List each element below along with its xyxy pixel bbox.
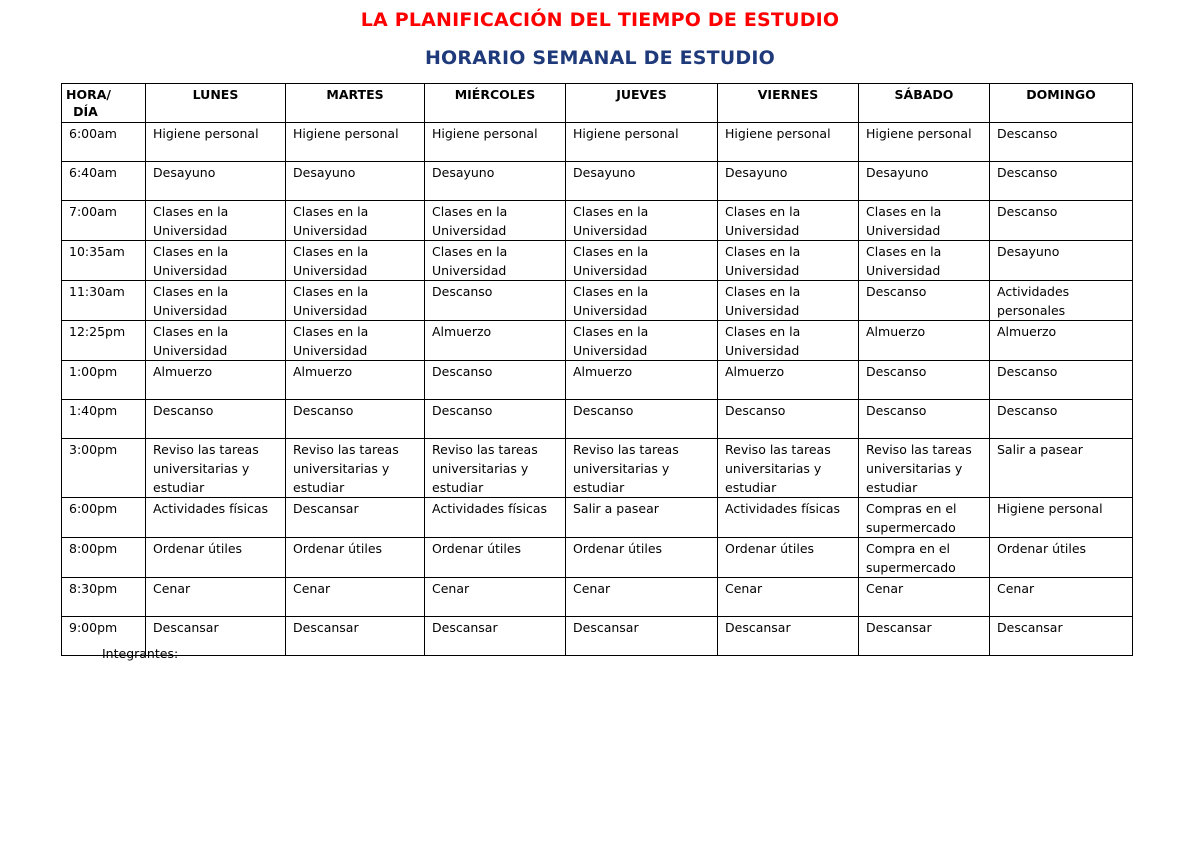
column-header-lunes: LUNES (146, 84, 286, 123)
activity-cell: Descanso (425, 361, 566, 400)
activity-cell: Cenar (990, 578, 1133, 617)
activity-cell: Almuerzo (425, 321, 566, 361)
activity-cell: Reviso las tareas universitarias y estudiar (718, 439, 859, 498)
activity-cell: Clases en la Universidad (146, 201, 286, 241)
activity-cell: Ordenar útiles (718, 538, 859, 578)
activity-cell: Clases en la Universidad (718, 201, 859, 241)
column-header-hour-day: HORA/ DÍA (62, 84, 146, 123)
table-header-row (62, 84, 1133, 123)
table-row (62, 241, 1133, 281)
document-title: LA PLANIFICACIÓN DEL TIEMPO DE ESTUDIO (360, 9, 840, 31)
time-cell: 7:00am (62, 201, 146, 241)
activity-cell: Cenar (286, 578, 425, 617)
time-cell: 9:00pm (62, 617, 146, 656)
activity-cell: Descanso (425, 281, 566, 321)
activity-cell: Reviso las tareas universitarias y estudiar (859, 439, 990, 498)
table-row (62, 617, 1133, 656)
activity-cell: Actividades físicas (146, 498, 286, 538)
activity-cell: Actividades físicas (718, 498, 859, 538)
time-cell: 6:40am (62, 162, 146, 201)
activity-cell: Clases en la Universidad (425, 241, 566, 281)
schedule-subtitle: HORARIO SEMANAL DE ESTUDIO (424, 47, 776, 69)
table-row (62, 439, 1133, 498)
activity-cell: Reviso las tareas universitarias y estudiar (425, 439, 566, 498)
activity-cell: Cenar (859, 578, 990, 617)
activity-cell: Desayuno (566, 162, 718, 201)
table-row (62, 123, 1133, 162)
activity-cell: Clases en la Universidad (286, 201, 425, 241)
activity-cell: Descanso (859, 281, 990, 321)
activity-cell: Clases en la Universidad (718, 281, 859, 321)
activity-cell: Desayuno (990, 241, 1133, 281)
time-cell: 11:30am (62, 281, 146, 321)
table-row (62, 538, 1133, 578)
activity-cell: Descanso (425, 400, 566, 439)
activity-cell: Descanso (146, 400, 286, 439)
activity-cell: Actividades físicas (425, 498, 566, 538)
table-row (62, 321, 1133, 361)
time-cell: 6:00am (62, 123, 146, 162)
activity-cell: Clases en la Universidad (146, 241, 286, 281)
activity-cell: Descanso (859, 361, 990, 400)
activity-cell: Descansar (566, 617, 718, 656)
time-cell: 1:00pm (62, 361, 146, 400)
activity-cell: Reviso las tareas universitarias y estudiar (146, 439, 286, 498)
table-row (62, 201, 1133, 241)
table-row (62, 361, 1133, 400)
activity-cell: Descansar (425, 617, 566, 656)
activity-cell: Almuerzo (286, 361, 425, 400)
column-header-jueves: JUEVES (566, 84, 718, 123)
activity-cell: Clases en la Universidad (566, 241, 718, 281)
activity-cell: Descansar (859, 617, 990, 656)
table-row (62, 578, 1133, 617)
activity-cell: Salir a pasear (566, 498, 718, 538)
activity-cell: Higiene personal (718, 123, 859, 162)
activity-cell: Almuerzo (859, 321, 990, 361)
activity-cell: Higiene personal (859, 123, 990, 162)
activity-cell: Clases en la Universidad (566, 321, 718, 361)
activity-cell: Desayuno (718, 162, 859, 201)
activity-cell: Reviso las tareas universitarias y estudiar (286, 439, 425, 498)
activity-cell: Descansar (718, 617, 859, 656)
time-cell: 8:30pm (62, 578, 146, 617)
time-cell: 1:40pm (62, 400, 146, 439)
column-header-viernes: VIERNES (718, 84, 859, 123)
activity-cell: Descansar (990, 617, 1133, 656)
activity-cell: Cenar (146, 578, 286, 617)
activity-cell: Almuerzo (718, 361, 859, 400)
activity-cell: Descansar (286, 498, 425, 538)
table-row (62, 281, 1133, 321)
activity-cell: Descanso (990, 123, 1133, 162)
activity-cell: Cenar (425, 578, 566, 617)
time-cell: 6:00pm (62, 498, 146, 538)
activity-cell: Ordenar útiles (990, 538, 1133, 578)
table-row (62, 498, 1133, 538)
activity-cell: Clases en la Universidad (859, 201, 990, 241)
activity-cell: Descanso (990, 400, 1133, 439)
activity-cell: Descanso (566, 400, 718, 439)
column-header-sabado: SÁBADO (859, 84, 990, 123)
activity-cell: Clases en la Universidad (566, 201, 718, 241)
activity-cell: Descanso (859, 400, 990, 439)
activity-cell: Ordenar útiles (566, 538, 718, 578)
time-cell: 10:35am (62, 241, 146, 281)
weekly-schedule-table (61, 83, 1133, 656)
activity-cell: Clases en la Universidad (566, 281, 718, 321)
activity-cell: Reviso las tareas universitarias y estudiar (566, 439, 718, 498)
activity-cell: Compras en el supermercado (859, 498, 990, 538)
activity-cell: Clases en la Universidad (286, 281, 425, 321)
activity-cell: Cenar (718, 578, 859, 617)
column-header-miercoles: MIÉRCOLES (425, 84, 566, 123)
activity-cell: Desayuno (425, 162, 566, 201)
activity-cell: Cenar (566, 578, 718, 617)
activity-cell: Almuerzo (146, 361, 286, 400)
activity-cell: Higiene personal (566, 123, 718, 162)
activity-cell: Clases en la Universidad (718, 321, 859, 361)
activity-cell: Clases en la Universidad (146, 321, 286, 361)
activity-cell: Higiene personal (425, 123, 566, 162)
activity-cell: Almuerzo (990, 321, 1133, 361)
members-label: Integrantes: (102, 646, 179, 661)
activity-cell: Desayuno (286, 162, 425, 201)
activity-cell: Salir a pasear (990, 439, 1133, 498)
activity-cell: Descanso (718, 400, 859, 439)
activity-cell: Desayuno (146, 162, 286, 201)
activity-cell: Descanso (990, 162, 1133, 201)
activity-cell: Clases en la Universidad (286, 321, 425, 361)
activity-cell: Compra en el supermercado (859, 538, 990, 578)
activity-cell: Actividades personales (990, 281, 1133, 321)
activity-cell: Almuerzo (566, 361, 718, 400)
activity-cell: Higiene personal (990, 498, 1133, 538)
activity-cell: Clases en la Universidad (718, 241, 859, 281)
column-header-martes: MARTES (286, 84, 425, 123)
activity-cell: Clases en la Universidad (859, 241, 990, 281)
table-row (62, 162, 1133, 201)
activity-cell: Ordenar útiles (286, 538, 425, 578)
time-cell: 3:00pm (62, 439, 146, 498)
activity-cell: Clases en la Universidad (425, 201, 566, 241)
activity-cell: Desayuno (859, 162, 990, 201)
activity-cell: Ordenar útiles (146, 538, 286, 578)
activity-cell: Descansar (146, 617, 286, 656)
activity-cell: Higiene personal (146, 123, 286, 162)
activity-cell: Descansar (286, 617, 425, 656)
time-cell: 12:25pm (62, 321, 146, 361)
column-header-domingo: DOMINGO (990, 84, 1133, 123)
table-row (62, 400, 1133, 439)
activity-cell: Higiene personal (286, 123, 425, 162)
activity-cell: Clases en la Universidad (286, 241, 425, 281)
activity-cell: Descanso (990, 201, 1133, 241)
activity-cell: Ordenar útiles (425, 538, 566, 578)
activity-cell: Descanso (990, 361, 1133, 400)
time-cell: 8:00pm (62, 538, 146, 578)
activity-cell: Descanso (286, 400, 425, 439)
activity-cell: Clases en la Universidad (146, 281, 286, 321)
